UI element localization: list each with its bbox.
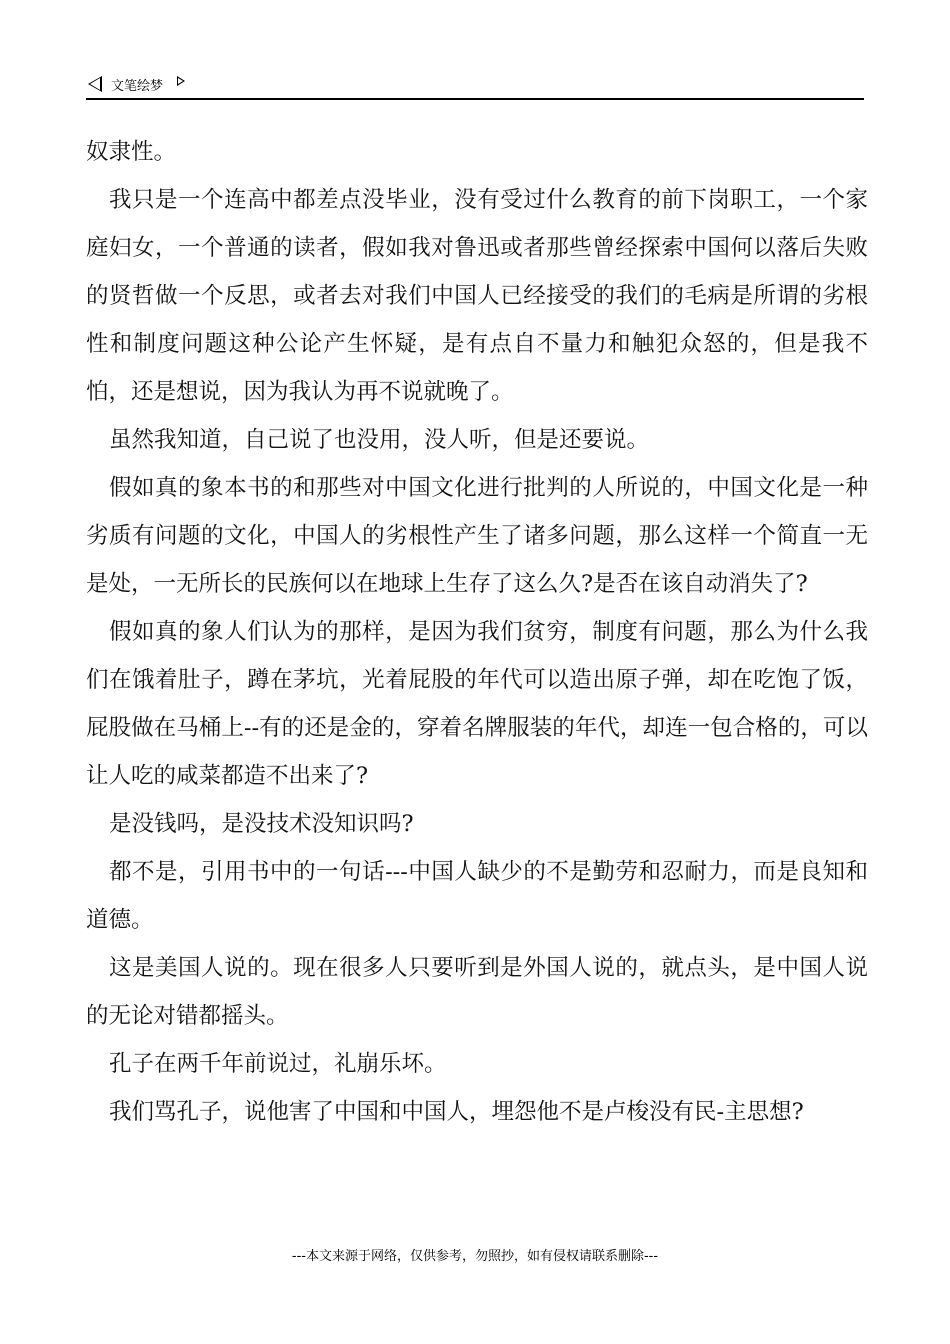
footer-notice: ---本文来源于网络，仅供参考，勿照抄，如有侵权请联系删除--- bbox=[291, 1249, 659, 1264]
paragraph-1: 奴隶性。 bbox=[86, 139, 177, 165]
paragraph-8: 这是美国人说的。现在很多人只要听到是外国人说的，就点头，是中国人说的无论对错都摇头。 bbox=[86, 955, 868, 1029]
paragraph-4: 假如真的象本书的和那些对中国文化进行批判的人所说的，中国文化是一种劣质有问题的文化，中国人的劣根性产生了诸多问题，那么这样一个简直一无是处，一无所长的民族何以在地球上生存了这么久?是否在该自动消失了? bbox=[86, 475, 868, 597]
paragraph-7: 都不是，引用书中的一句话---中国人缺少的不是勤劳和忍耐力，而是良知和道德。 bbox=[86, 859, 868, 933]
paragraph-9: 孔子在两千年前说过，礼崩乐坏。 bbox=[109, 1051, 447, 1077]
paragraph-3: 虽然我知道，自己说了也没用，没人听，但是还要说。 bbox=[109, 427, 650, 453]
paragraph-10: 我们骂孔子，说他害了中国和中国人，埋怨他不是卢梭没有民-主思想? bbox=[109, 1099, 804, 1125]
paragraph-5: 假如真的象人们认为的那样，是因为我们贫穷，制度有问题，那么为什么我们在饿着肚子，蹲在茅坑，光着屁股的年代可以造出原子弹，却在吃饱了饭，屁股做在马桶上--有的还是金的，穿着名牌服装的年代，却连一包合格的，可以让人吃的咸菜都造不出来了? bbox=[86, 619, 868, 789]
page-header bbox=[86, 72, 864, 100]
header-title: 文笔绘梦 bbox=[111, 79, 164, 94]
document-body bbox=[86, 128, 868, 1136]
right-triangle-icon bbox=[177, 76, 185, 86]
paragraph-2: 我只是一个连高中都差点没毕业，没有受过什么教育的前下岗职工，一个家庭妇女，一个普通的读者，假如我对鲁迅或者那些曾经探索中国何以落后失败的贤哲做一个反思，或者去对我们中国人已经接受的我们的毛病是所谓的劣根性和制度问题这种公论产生怀疑，是有点自不量力和触犯众怒的，但是我不怕，还是想说，因为我认为再不说就晚了。 bbox=[86, 187, 868, 405]
left-triangle-icon bbox=[88, 76, 102, 92]
paragraph-6: 是没钱吗，是没技术没知识吗? bbox=[109, 811, 414, 837]
